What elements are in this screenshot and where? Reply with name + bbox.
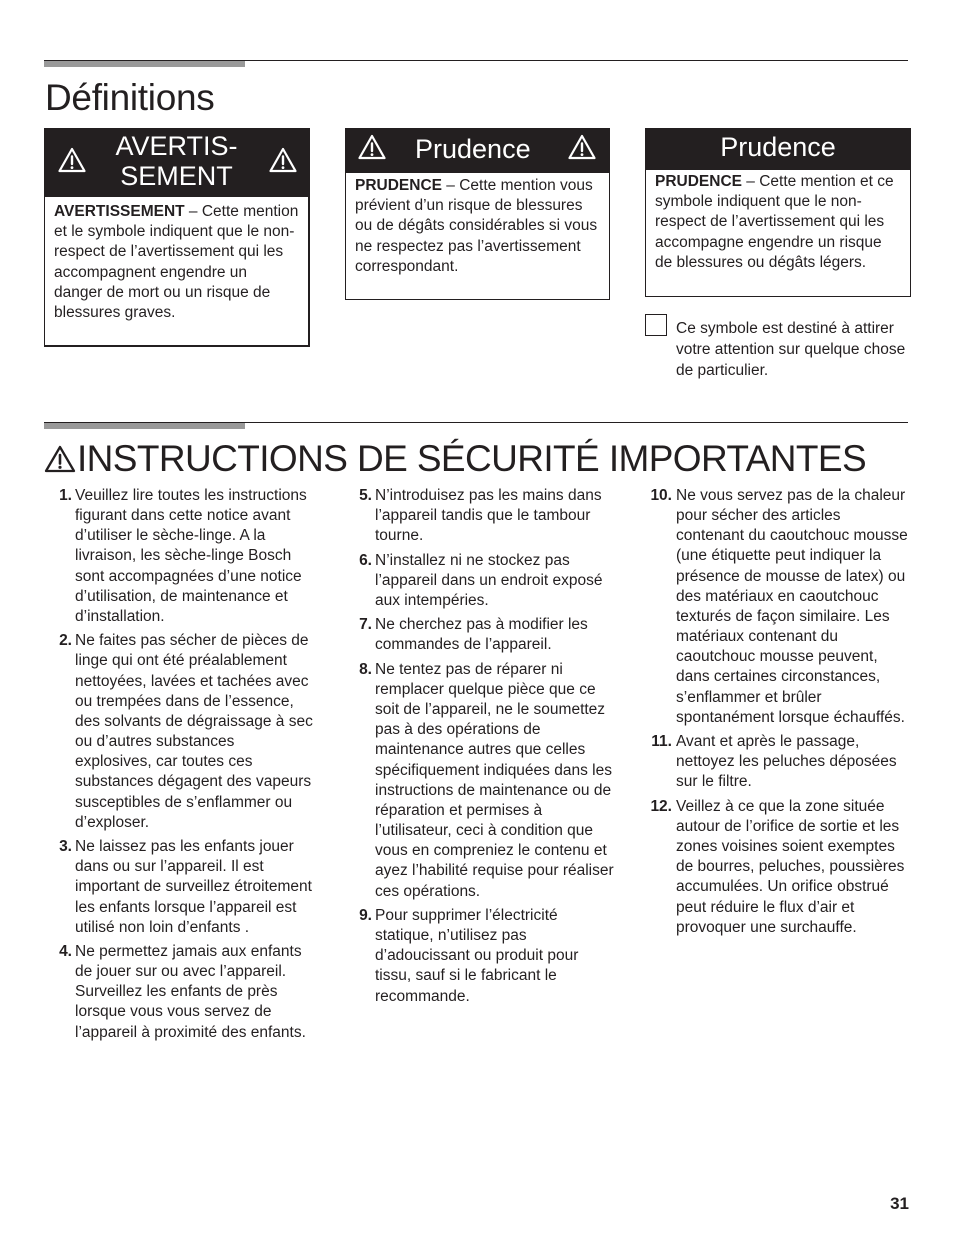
list-item	[345, 615, 615, 655]
caution-icon-definition-body	[346, 173, 609, 277]
item-number: 6.	[359, 551, 372, 569]
list-item	[644, 797, 912, 938]
warning-header-line1: AVERTIS-	[115, 131, 238, 161]
caution-definition-box	[645, 128, 911, 297]
attention-square-icon	[645, 314, 667, 336]
caution-definition-header	[646, 129, 910, 170]
item-number: 9.	[359, 906, 372, 924]
item-number: 12.	[650, 797, 672, 815]
warning-header-line2: SEMENT	[120, 161, 233, 191]
top-rule-accent	[44, 61, 245, 67]
warning-icon	[44, 444, 76, 474]
caution-icon-header-text: Prudence	[415, 134, 531, 164]
list-item	[644, 732, 912, 792]
page-number: 31	[890, 1194, 909, 1213]
symbol-note-text: Ce symbole est destiné à attirer votre attention sur quelque chose de particulier.	[676, 320, 906, 379]
instructions-column-2	[345, 486, 615, 1011]
item-number: 4.	[59, 943, 72, 960]
caution-icon-text: – Cette mention vous prévient d’un risque de blessures ou de dégâts considérables si vous ne respectez pas l’avertissement correspondant.	[355, 177, 598, 275]
item-number: 11.	[651, 733, 672, 751]
list-item	[345, 906, 615, 1007]
item-text: Pour supprimer l’électricité statique, n’utilisez pas d’adoucissant ou produit pour tissu, sauf si le fabricant le recommande.	[375, 906, 579, 1005]
caution-icon-term: PRUDENCE	[355, 177, 442, 194]
caution-icon-definition-header	[346, 129, 609, 173]
item-text: Ne vous servez pas de la chaleur pour sécher des articles contenant du caoutchouc mousse (une étiquette peut indiquer la présence de mousse de latex) ou des matériaux en caoutchouc texturés de façon similaire. Les matériaux contenant du caoutchouc mousse peuvent, dans certaines circonstances, s’enflammer et brûler spontanément lorsque échauffés.	[676, 487, 908, 726]
list-item	[345, 551, 615, 611]
caution-text: – Cette mention et ce symbole indiquent que le non-respect de l’avertissement qui les accompagne engendre un risque de blessures ou dégâts légers.	[655, 173, 894, 271]
safety-title-text: INSTRUCTIONS DE SÉCURITÉ IMPORTANTES	[77, 438, 867, 479]
item-text: Ne cherchez pas à modifier les commandes de l’appareil.	[375, 616, 588, 654]
instructions-column-3	[644, 486, 912, 942]
list-item	[45, 486, 313, 627]
section-rule-accent	[44, 423, 245, 429]
caution-icon-definition-box	[345, 128, 610, 300]
safety-title	[44, 440, 866, 477]
warning-icon	[568, 134, 596, 160]
item-number: 8.	[359, 660, 372, 678]
item-number: 2.	[59, 632, 72, 650]
list-item	[345, 660, 615, 902]
item-number: 10.	[650, 487, 672, 504]
item-text: Veuillez lire toutes les instructions figurant dans cette notice avant d’utiliser le sèche-linge. A la livraison, les sèche-linge Bosch sont accompagnées d’une notice d’utilisation, de maintenance et d’installation.	[75, 487, 307, 625]
item-number: 5.	[359, 487, 372, 504]
caution-term: PRUDENCE	[655, 173, 742, 190]
list-item	[45, 942, 313, 1043]
list-item	[45, 837, 313, 938]
list-item	[644, 486, 912, 728]
item-text: N’introduisez pas les mains dans l’appareil tandis que le tambour tourne.	[375, 487, 602, 545]
item-text: Ne faites pas sécher de pièces de linge qui ont été préalablement nettoyées, lavées et tachées avec ou trempées dans de l’essence, des solvants de dégraissage à sec ou d’autres substances explosives, car toutes ces substances dégagent des vapeurs susceptibles de s’enflammer ou d’exploser.	[75, 632, 313, 831]
item-text: Ne laissez pas les enfants jouer dans ou sur l’appareil. Il est important de surveillez étroitement les enfants lorsque l’appareil est utilisé non loin d’enfants .	[75, 838, 312, 936]
item-number: 7.	[359, 616, 372, 634]
warning-definition-body	[45, 197, 308, 323]
item-text: Veillez à ce que la zone située autour de l’orifice de sortie et les zones voisines soient exemptes de bourres, peluches, poussières accumulées. Un orifice obstrué peut réduire le flux d’air et provoquer une surchauffe.	[676, 797, 905, 936]
list-item	[345, 486, 615, 546]
warning-definition-header	[45, 129, 308, 197]
item-text: Ne permettez jamais aux enfants de jouer sur ou avec l’appareil. Surveillez les enfants de près lorsque vous vous servez de l’appareil à proximité des enfants.	[75, 943, 306, 1041]
caution-definition-body	[646, 170, 910, 273]
warning-icon	[358, 134, 386, 160]
page-title: Définitions	[45, 77, 215, 118]
caution-header-text: Prudence	[720, 132, 836, 162]
item-text: N’installez ni ne stockez pas l’appareil dans un endroit exposé aux intempéries.	[375, 551, 603, 609]
list-item	[45, 631, 313, 833]
warning-term: AVERTISSEMENT	[54, 203, 185, 220]
item-number: 1.	[59, 487, 72, 504]
warning-icon	[269, 147, 297, 173]
instructions-column-1	[45, 486, 313, 1047]
item-text: Avant et après le passage, nettoyez les peluches déposées sur le filtre.	[676, 733, 897, 791]
warning-text: – Cette mention et le symbole indiquent que le non-respect de l’avertissement qui les accompagnent engendre un danger de mort ou un risque de blessures graves.	[54, 203, 299, 322]
warning-definition-box	[44, 128, 310, 347]
item-text: Ne tentez pas de réparer ni remplacer quelque pièce que ce soit de l’appareil, ne le soumettez pas à des opérations de maintenance autres que celles spécifiquement indiquées dans les instructions de maintenance ou de réparation et permises à l’utilisateur, ceci à condition que vous en compreniez le contenu et ayez l’habilité requise pour réaliser ces opérations.	[375, 660, 614, 900]
item-number: 3.	[59, 838, 72, 856]
